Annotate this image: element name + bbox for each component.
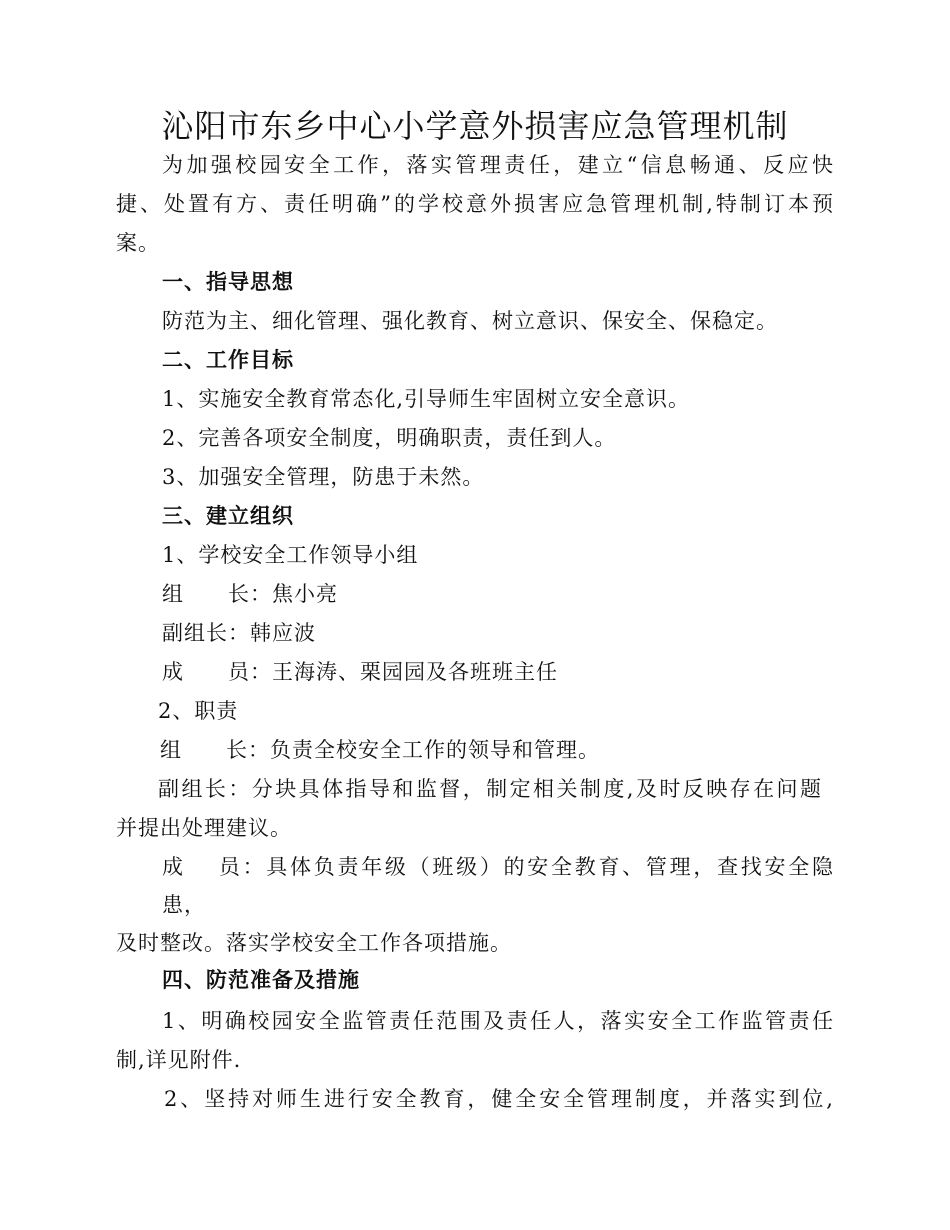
duty-deputy-line-2: 并提出处理建议。 xyxy=(116,816,292,840)
intro-line-1: 为加强校园安全工作，落实管理责任，建立“信息畅通、反应快 xyxy=(162,153,834,177)
organization-deputy: 副组长：韩应波 xyxy=(162,621,316,645)
duty-leader: 组 长：负责全校安全工作的领导和管理。 xyxy=(160,738,600,762)
organization-members: 成 员：王海涛、栗园园及各班班主任 xyxy=(162,660,558,684)
organization-leader: 组 长：焦小亮 xyxy=(162,582,338,606)
section-heading-work-goals: 二、工作目标 xyxy=(162,348,294,372)
duty-members-line-1: 成 员：具体负责年级（班级）的安全教育、管理，查找安全隐 xyxy=(162,855,834,879)
section-heading-guiding-thought: 一、指导思想 xyxy=(162,270,294,294)
intro-line-3: 案。 xyxy=(116,231,160,255)
organization-sub-heading-1: 1、学校安全工作领导小组 xyxy=(162,543,419,567)
work-goal-item-2: 2、完善各项安全制度，明确职责，责任到人。 xyxy=(162,426,617,450)
duty-members-line-3: 及时整改。落实学校安全工作各项措施。 xyxy=(116,931,512,955)
section-heading-organization: 三、建立组织 xyxy=(162,504,294,528)
duty-deputy-line-1: 副组长：分块具体指导和监督，制定相关制度,及时反映存在问题 xyxy=(158,777,822,801)
prevention-item-2-line-1: 2、坚持对师生进行安全教育，健全安全管理制度，并落实到位, xyxy=(164,1087,834,1111)
section-body-guiding-thought: 防范为主、细化管理、强化教育、树立意识、保安全、保稳定。 xyxy=(162,309,778,333)
work-goal-item-3: 3、加强安全管理，防患于未然。 xyxy=(162,465,485,489)
prevention-item-1-line-2: 制,详见附件. xyxy=(116,1048,242,1072)
organization-sub-heading-2: 2、职责 xyxy=(158,699,239,723)
prevention-item-1-line-1: 1、明确校园安全监管责任范围及责任人，落实安全工作监管责任 xyxy=(162,1009,834,1033)
document-title: 沁阳市东乡中心小学意外损害应急管理机制 xyxy=(161,107,789,145)
intro-line-2: 捷、处置有方、责任明确”的学校意外损害应急管理机制,特制订本预 xyxy=(116,192,834,216)
work-goal-item-1: 1、实施安全教育常态化,引导师生牢固树立安全意识。 xyxy=(162,387,691,411)
duty-members-line-2: 患， xyxy=(162,893,206,917)
section-heading-prevention: 四、防范准备及措施 xyxy=(162,968,360,992)
